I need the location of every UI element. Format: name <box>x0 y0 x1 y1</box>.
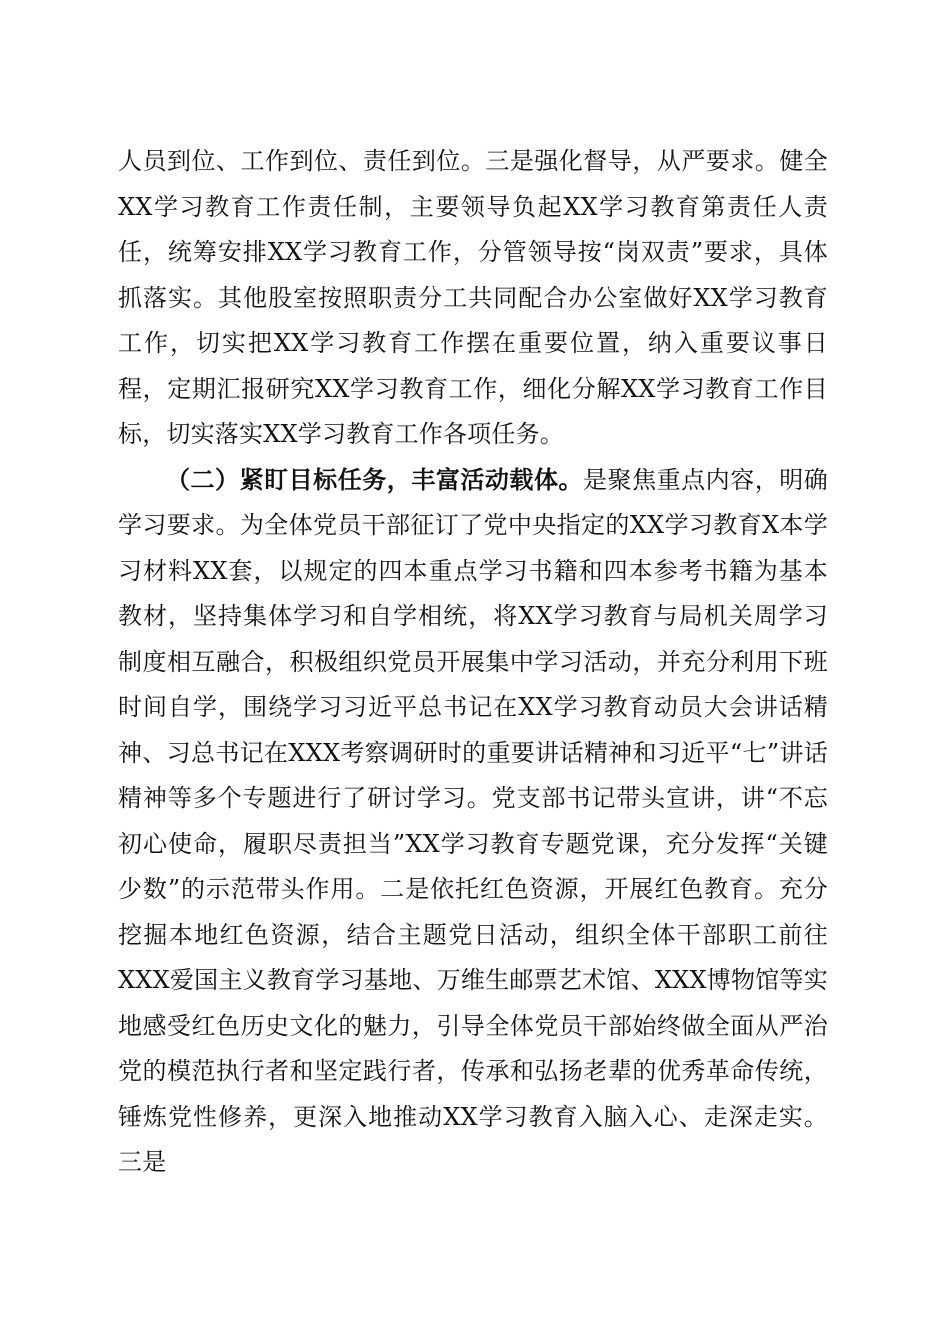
section-heading: （二）紧盯目标任务，丰富活动载体。 <box>166 465 584 494</box>
paragraph-continuation: 人员到位、工作到位、责任到位。三是强化督导，从严要求。健全XX学习教育工作责任制，主要领导负起XX学习教育第责任人责任，统筹安排XX学习教育工作，分管领导按“岗双责”要求，具体抓落实。其他股室按照职责分工共同配合办公室做好XX学习教育工作，切实把XX学习教育工作摆在重要位置，纳入重要议事日程，定期汇报研究XX学习教育工作，细化分解XX学习教育工作目标，切实落实XX学习教育工作各项任务。 <box>118 147 828 448</box>
section-body: 是聚焦重点内容，明确学习要求。为全体党员干部征订了党中央指定的XX学习教育X本学习材料XX套，以规定的四本重点学习书籍和四本参考书籍为基本教材，坚持集体学习和自学相统，将XX学习教育与局机关周学习制度相互融合，积极组织党员开展集中学习活动，并充分利用下班时间自学，围绕学习习近平总书记在XX学习教育动员大会讲话精神、习总书记在XXX考察调研时的重要讲话精神和习近平“七”讲话精神等多个专题进行了研讨学习。党支部书记带头宣讲，讲“不忘初心使命，履职尽责担当”XX学习教育专题党课，充分发挥“关键少数”的示范带头作用。二是依托红色资源，开展红色教育。充分挖掘本地红色资源，结合主题党日活动，组织全体干部职工前往XXX爱国主义教育学习基地、万维生邮票艺术馆、XXX博物馆等实地感受红色历史文化的魅力，引导全体党员干部始终做全面从严治党的模范执行者和坚定践行者，传承和弘扬老辈的优秀革命传统，锤炼党性修养，更深入地推动XX学习教育入脑入心、走深走实。三是 <box>118 465 829 1176</box>
paragraph-section-two <box>118 458 828 1186</box>
document-body <box>118 139 828 1186</box>
